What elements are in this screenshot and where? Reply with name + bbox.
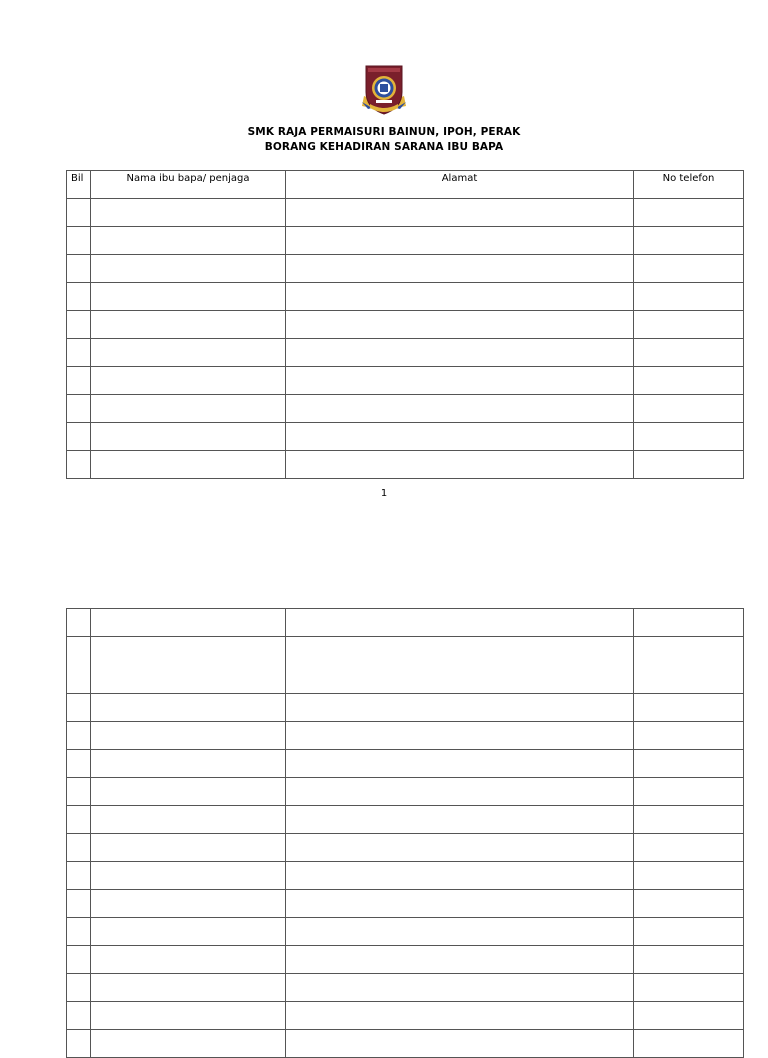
cell-no-telefon[interactable] <box>634 1002 744 1030</box>
cell-alamat[interactable] <box>286 609 634 637</box>
table-row <box>67 367 744 395</box>
cell-nama[interactable] <box>91 750 286 778</box>
cell-alamat[interactable] <box>286 367 634 395</box>
header-bil: Bil <box>67 171 91 199</box>
cell-bil[interactable] <box>67 974 91 1002</box>
cell-bil[interactable] <box>67 199 91 227</box>
cell-alamat[interactable] <box>286 834 634 862</box>
cell-bil[interactable] <box>67 918 91 946</box>
table-header-row <box>67 171 744 199</box>
cell-alamat[interactable] <box>286 806 634 834</box>
header-no-telefon: No telefon <box>634 171 744 199</box>
cell-nama[interactable] <box>91 918 286 946</box>
table-row <box>67 834 744 862</box>
page-number: 1 <box>380 488 388 499</box>
cell-nama[interactable] <box>91 227 286 255</box>
school-crest-logo <box>358 62 410 118</box>
cell-bil[interactable] <box>67 227 91 255</box>
cell-nama[interactable] <box>91 395 286 423</box>
cell-bil[interactable] <box>67 750 91 778</box>
cell-no-telefon[interactable] <box>634 694 744 722</box>
cell-nama[interactable] <box>91 609 286 637</box>
cell-no-telefon[interactable] <box>634 199 744 227</box>
cell-alamat[interactable] <box>286 339 634 367</box>
cell-alamat[interactable] <box>286 694 634 722</box>
cell-nama[interactable] <box>91 778 286 806</box>
cell-alamat[interactable] <box>286 778 634 806</box>
cell-no-telefon[interactable] <box>634 862 744 890</box>
cell-nama[interactable] <box>91 255 286 283</box>
cell-no-telefon[interactable] <box>634 255 744 283</box>
table-row <box>67 778 744 806</box>
cell-bil[interactable] <box>67 722 91 750</box>
cell-bil[interactable] <box>67 637 91 694</box>
cell-no-telefon[interactable] <box>634 367 744 395</box>
cell-bil[interactable] <box>67 339 91 367</box>
table-row <box>67 451 744 479</box>
header-alamat: Alamat <box>286 171 634 199</box>
cell-alamat[interactable] <box>286 890 634 918</box>
cell-alamat[interactable] <box>286 750 634 778</box>
cell-no-telefon[interactable] <box>634 834 744 862</box>
cell-alamat[interactable] <box>286 227 634 255</box>
cell-bil[interactable] <box>67 778 91 806</box>
cell-bil[interactable] <box>67 283 91 311</box>
cell-alamat[interactable] <box>286 255 634 283</box>
cell-nama[interactable] <box>91 722 286 750</box>
cell-alamat[interactable] <box>286 199 634 227</box>
table-row <box>67 199 744 227</box>
cell-nama[interactable] <box>91 974 286 1002</box>
cell-nama[interactable] <box>91 834 286 862</box>
cell-no-telefon[interactable] <box>634 395 744 423</box>
cell-no-telefon[interactable] <box>634 423 744 451</box>
cell-no-telefon[interactable] <box>634 946 744 974</box>
cell-nama[interactable] <box>91 890 286 918</box>
cell-nama[interactable] <box>91 946 286 974</box>
attendance-table-1 <box>66 170 744 479</box>
cell-alamat[interactable] <box>286 946 634 974</box>
cell-bil[interactable] <box>67 694 91 722</box>
table-row <box>67 890 744 918</box>
cell-no-telefon[interactable] <box>634 609 744 637</box>
cell-alamat[interactable] <box>286 311 634 339</box>
table-row <box>67 974 744 1002</box>
cell-alamat[interactable] <box>286 451 634 479</box>
cell-alamat[interactable] <box>286 637 634 694</box>
cell-bil[interactable] <box>67 806 91 834</box>
cell-nama[interactable] <box>91 1030 286 1058</box>
cell-bil[interactable] <box>67 311 91 339</box>
cell-no-telefon[interactable] <box>634 339 744 367</box>
table-row <box>67 918 744 946</box>
cell-alamat[interactable] <box>286 918 634 946</box>
table-row <box>67 255 744 283</box>
cell-no-telefon[interactable] <box>634 311 744 339</box>
cell-alamat[interactable] <box>286 1002 634 1030</box>
cell-nama[interactable] <box>91 1002 286 1030</box>
cell-alamat[interactable] <box>286 423 634 451</box>
cell-nama[interactable] <box>91 311 286 339</box>
table-row <box>67 609 744 637</box>
cell-bil[interactable] <box>67 423 91 451</box>
cell-nama[interactable] <box>91 283 286 311</box>
cell-no-telefon[interactable] <box>634 722 744 750</box>
cell-no-telefon[interactable] <box>634 451 744 479</box>
table-row <box>67 750 744 778</box>
cell-alamat[interactable] <box>286 395 634 423</box>
attendance-table-2 <box>66 608 744 1058</box>
cell-bil[interactable] <box>67 395 91 423</box>
cell-alamat[interactable] <box>286 283 634 311</box>
cell-no-telefon[interactable] <box>634 918 744 946</box>
cell-bil[interactable] <box>67 451 91 479</box>
cell-bil[interactable] <box>67 367 91 395</box>
school-name-heading: SMK RAJA PERMAISURI BAINUN, IPOH, PERAK <box>247 126 521 138</box>
table-row <box>67 1030 744 1058</box>
cell-alamat[interactable] <box>286 862 634 890</box>
cell-bil[interactable] <box>67 946 91 974</box>
header-nama: Nama ibu bapa/ penjaga <box>91 171 286 199</box>
cell-no-telefon[interactable] <box>634 750 744 778</box>
cell-nama[interactable] <box>91 423 286 451</box>
cell-nama[interactable] <box>91 199 286 227</box>
cell-nama[interactable] <box>91 862 286 890</box>
cell-nama[interactable] <box>91 637 286 694</box>
cell-nama[interactable] <box>91 367 286 395</box>
table-row <box>67 227 744 255</box>
table-row <box>67 946 744 974</box>
table-row <box>67 339 744 367</box>
cell-no-telefon[interactable] <box>634 227 744 255</box>
cell-alamat[interactable] <box>286 1030 634 1058</box>
cell-no-telefon[interactable] <box>634 283 744 311</box>
table-row <box>67 862 744 890</box>
table-row <box>67 395 744 423</box>
table-row <box>67 423 744 451</box>
cell-no-telefon[interactable] <box>634 974 744 1002</box>
table-row <box>67 806 744 834</box>
cell-alamat[interactable] <box>286 974 634 1002</box>
table-row <box>67 1002 744 1030</box>
cell-no-telefon[interactable] <box>634 806 744 834</box>
cell-no-telefon[interactable] <box>634 890 744 918</box>
cell-bil[interactable] <box>67 1002 91 1030</box>
cell-nama[interactable] <box>91 694 286 722</box>
table-row <box>67 694 744 722</box>
table-row <box>67 283 744 311</box>
cell-nama[interactable] <box>91 806 286 834</box>
table-row <box>67 722 744 750</box>
form-title-heading: BORANG KEHADIRAN SARANA IBU BAPA <box>264 141 504 153</box>
cell-bil[interactable] <box>67 834 91 862</box>
cell-bil[interactable] <box>67 1030 91 1058</box>
table-row <box>67 637 744 694</box>
cell-no-telefon[interactable] <box>634 1030 744 1058</box>
cell-bil[interactable] <box>67 890 91 918</box>
cell-bil[interactable] <box>67 255 91 283</box>
cell-bil[interactable] <box>67 862 91 890</box>
cell-nama[interactable] <box>91 339 286 367</box>
cell-bil[interactable] <box>67 609 91 637</box>
table-row <box>67 311 744 339</box>
cell-no-telefon[interactable] <box>634 637 744 694</box>
cell-alamat[interactable] <box>286 722 634 750</box>
cell-no-telefon[interactable] <box>634 778 744 806</box>
cell-nama[interactable] <box>91 451 286 479</box>
